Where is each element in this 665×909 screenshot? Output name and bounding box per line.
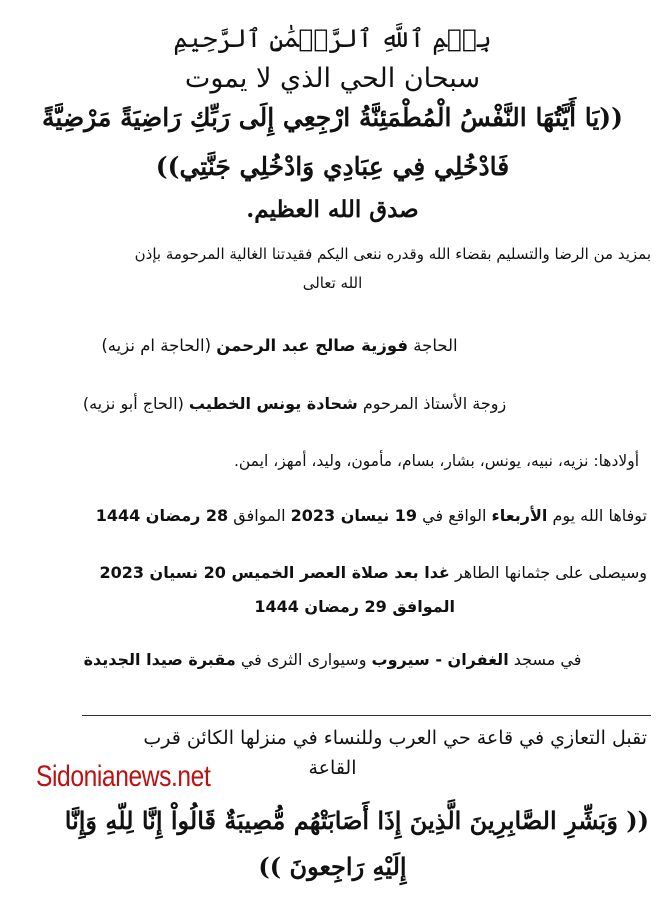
wife-of-line xyxy=(14,394,575,413)
funeral-line-2 xyxy=(14,597,455,616)
sadaq-line: صدق الله العظيم. xyxy=(246,196,419,223)
funeral-time: غدا بعد صلاة العصر الخميس 20 نسيان 2023 xyxy=(99,563,450,582)
quran-verse-line-2: فَادْخُلِي فِي عِبَادِي وَادْخُلِي جَنَّتِي)) xyxy=(155,152,510,181)
death-hijri: 28 رمضان 1444 xyxy=(95,506,229,525)
husband-alias: (الحاج أبو نزيه) xyxy=(82,394,184,413)
watermark: Sidonianews.net xyxy=(36,760,211,793)
death-pre: توفاها الله يوم xyxy=(552,506,647,525)
funeral-pre: وسيصلى على جثمانها الطاهر xyxy=(454,563,647,582)
death-date-line xyxy=(14,506,647,525)
funeral-line-1 xyxy=(14,563,647,582)
quran-verse-line-1: ((يَا أَيَّتُهَا النَّفْسُ الْمُطْمَئِنَّةُ ارْجِعِي إِلَى رَبِّكِ رَاضِيَةً مَرْضِيَّةً xyxy=(42,103,623,132)
mosque-name: الغفران - سيروب xyxy=(371,650,509,669)
deceased-name: فوزية صالح عبد الرحمن xyxy=(216,336,409,355)
death-date: 19 نيسان 2023 xyxy=(290,506,418,525)
condolences-line-1: تقبل التعازي في قاعة حي العرب وللنساء في منزلها الكائن قرب xyxy=(143,727,647,749)
condolences-line-2: القاعة xyxy=(308,757,357,779)
children-line: أولادها: نزيه، نبيه، يونس، بشار، بسام، مأمون، وليد، أمهز، ايمن. xyxy=(233,452,639,470)
deceased-prefix: الحاجة xyxy=(413,336,458,355)
intro-line-2: الله تعالى xyxy=(302,274,363,292)
death-mid2: الموافق xyxy=(233,506,286,525)
closing-verse-line-2: إِلَيْهِ رَاجِعونَ )) xyxy=(258,852,407,881)
cemetery-name: مقبرة صيدا الجديدة xyxy=(83,650,236,669)
closing-verse-line-1: (( وَبَشِّرِ الصَّابِرِينَ الَّذِينَ إِذَا أَصَابَتْهُم مُّصِيبَةٌ قَالُواْ إِنَّا لِلّهِ وَإِنَّا xyxy=(64,806,649,835)
intro-line-1: بمزيد من الرضا والتسليم بقضاء الله وقدره ننعى اليكم فقيدتنا الغالية المرحومة بإذن xyxy=(134,245,651,263)
subhan-line: سبحان الحي الذي لا يموت xyxy=(184,63,481,94)
burial-pre: في مسجد xyxy=(513,650,582,669)
basmala: بِسۡمِ ٱللَّهِ ٱلرَّحۡمَٰنِ ٱلرَّحِيمِ xyxy=(173,24,492,53)
divider xyxy=(82,715,651,716)
wife-of-prefix: زوجة الأستاذ المرحوم xyxy=(362,394,507,413)
funeral-hijri: الموافق 29 رمضان 1444 xyxy=(254,597,455,616)
death-day: الأربعاء xyxy=(491,506,548,525)
death-mid: الواقع في xyxy=(422,506,487,525)
deceased-name-line xyxy=(14,336,545,355)
husband-name: شحادة يونس الخطيب xyxy=(188,394,358,413)
burial-line xyxy=(14,650,651,669)
deceased-alias: (الحاجة ام نزيه) xyxy=(101,336,212,355)
burial-mid: وسيوارى الثرى في xyxy=(240,650,367,669)
